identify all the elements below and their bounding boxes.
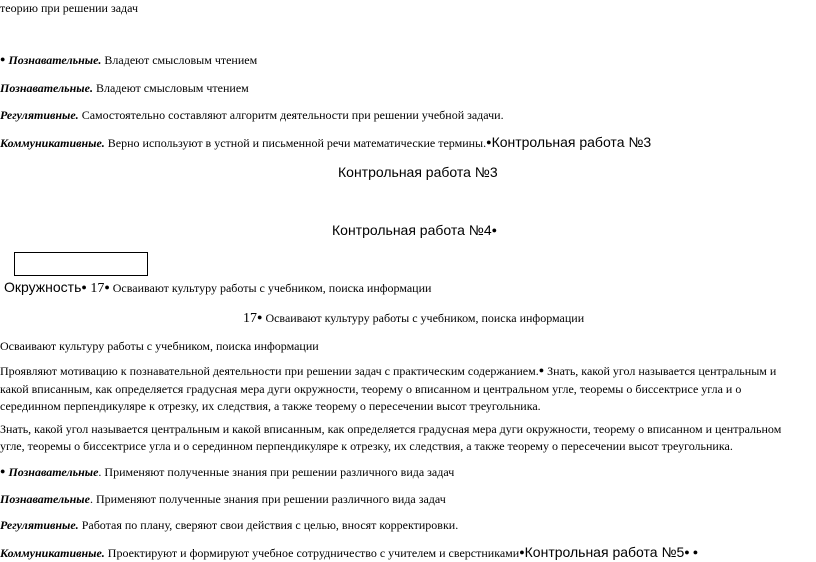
bullet-icon: ● xyxy=(519,547,525,557)
text-line-2 xyxy=(0,52,257,69)
line-text: . Применяют полученные знания при решении различного вида задач xyxy=(98,465,455,479)
label-cognitive: Познавательные xyxy=(0,492,90,506)
line-text: . Применяют полученные знания при решении различного вида задач xyxy=(89,492,446,506)
bullet-icon: ● xyxy=(491,225,498,235)
bullet-icon: ● xyxy=(486,137,492,147)
line-text: Владеют смысловым чтением xyxy=(101,53,258,67)
text-line-14 xyxy=(0,544,698,562)
text-line-3 xyxy=(0,80,249,96)
empty-cell-box xyxy=(14,252,148,276)
text-line-10: Осваивают культуру работы с учебником, поиска информации xyxy=(0,339,319,353)
test-heading-4: Контрольная работа №4 xyxy=(332,222,492,238)
bullet-icon: ● xyxy=(0,54,6,64)
topic-title: Окружность xyxy=(4,279,82,295)
line-text: Проектируют и формируют учебное сотрудничество с учителем и сверстниками xyxy=(104,546,520,560)
line-text: Осваивают культуру работы с учебником, поиска информации xyxy=(109,281,432,295)
lesson-count: 17 xyxy=(243,311,257,326)
paragraph-text: Знать, какой угол называется центральным и какой вписанным, как определяется градусная мера дуги окружности, теорему о вписанном и центральном угле, теоремы о биссектрисе угла и о серединном перпендикуляре к отрезку, их следствия, а также теорему о пересечении высот треугольника. xyxy=(0,364,777,413)
line-text: Осваивают культуру работы с учебником, поиска информации xyxy=(262,311,585,325)
label-cognitive: Познавательные. xyxy=(0,81,93,95)
text-line-11 xyxy=(0,464,454,481)
label-communicative: Коммуникативные. xyxy=(0,546,105,560)
text-line-4 xyxy=(0,107,504,123)
line-text: Самостоятельно составляют алгоритм деятельности при решении учебной задачи. xyxy=(78,108,504,122)
label-regulatory: Регулятивные. xyxy=(0,108,79,122)
text-line-12 xyxy=(0,491,446,507)
bullet-icon: ● xyxy=(0,466,6,476)
test-heading-3: Контрольная работа №3 xyxy=(338,164,498,180)
bullet-icon: ● xyxy=(81,282,87,292)
bullet-icon: ● xyxy=(104,282,110,292)
test-heading-inline: Контрольная работа №5 xyxy=(524,544,685,560)
bullet-icon: ● xyxy=(257,312,263,322)
line-text: Верно используют в устной и письменной речи математические термины. xyxy=(104,136,487,150)
bullet-icon: ● xyxy=(538,365,545,375)
label-cognitive: Познавательные xyxy=(8,465,99,479)
label-cognitive: Познавательные. xyxy=(8,53,102,67)
text-line-5 xyxy=(0,134,651,152)
line-text: Владеют смысловым чтением xyxy=(92,81,249,95)
text-line-8 xyxy=(4,279,431,297)
bullet-icon: ● xyxy=(684,547,690,557)
bullet-icon: ● xyxy=(692,547,699,557)
paragraph-text: Проявляют мотивацию к познавательной деятельности при решении задач с практическим содержанием. xyxy=(0,364,539,378)
paragraph-1 xyxy=(0,363,800,415)
text-line-13 xyxy=(0,517,458,533)
lesson-count: 17 xyxy=(86,281,105,296)
text-line-9 xyxy=(243,310,584,327)
test-heading-4-line xyxy=(332,222,497,240)
line-text: Работая по плану, сверяют свои действия с целью, вносят корректировки. xyxy=(78,518,459,532)
test-heading-inline: Контрольная работа №3 xyxy=(491,134,652,150)
label-communicative: Коммуникативные. xyxy=(0,136,105,150)
label-regulatory: Регулятивные. xyxy=(0,518,79,532)
paragraph-2: Знать, какой угол называется центральным и какой вписанным, как определяется градусная мера дуги окружности, теорему о вписанном и центральном угле, теоремы о биссектрисе угла и о серединном перпендикуляре к отрезку, их следствия, а также теорему о пересечении высот треугольника. xyxy=(0,422,782,453)
text-line-1: теорию при решении задач xyxy=(0,1,139,15)
